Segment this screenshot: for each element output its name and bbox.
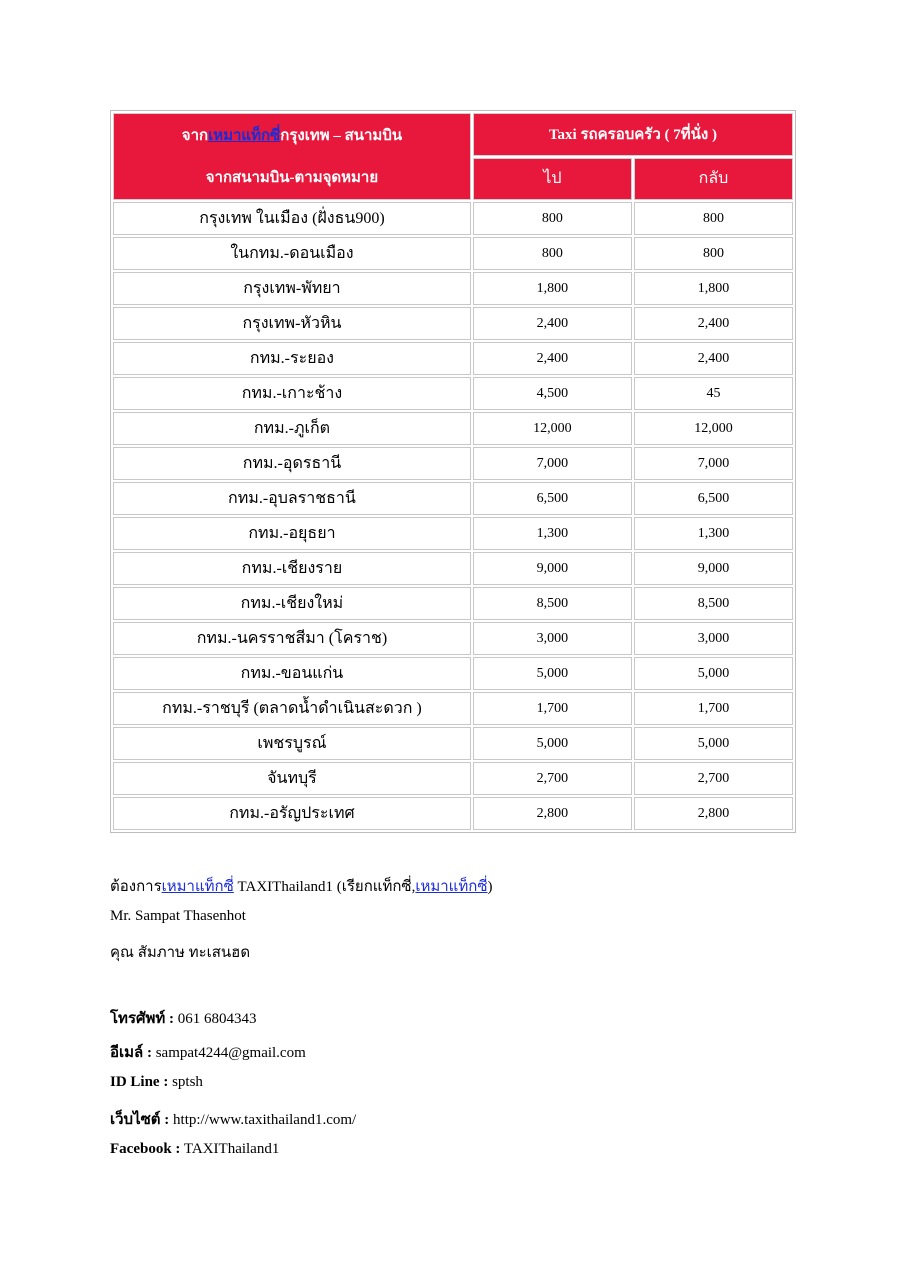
- go-fare-cell: 1,700: [473, 692, 632, 725]
- return-fare-cell: 5,000: [634, 727, 793, 760]
- return-fare-cell: 2,400: [634, 307, 793, 340]
- route-cell: กรุงเทพ-พัทยา: [113, 272, 471, 305]
- taxi-charter-link[interactable]: เหมาแท็กซี่: [161, 879, 234, 895]
- table-row: [113, 552, 793, 585]
- website-line: [110, 1107, 356, 1131]
- route-cell: กทม.-อุบลราชธานี: [113, 482, 471, 515]
- website-label: เว็บไซต์ :: [110, 1112, 170, 1128]
- route-cell: กทม.-เชียงราย: [113, 552, 471, 585]
- go-fare-cell: 3,000: [473, 622, 632, 655]
- table-row: [113, 762, 793, 795]
- phone-value: 061 6804343: [177, 1011, 257, 1027]
- go-fare-cell: 1,300: [473, 517, 632, 550]
- return-fare-cell: 2,400: [634, 342, 793, 375]
- return-fare-cell: 7,000: [634, 447, 793, 480]
- line-id-line: [110, 1074, 203, 1091]
- go-fare-cell: 2,400: [473, 342, 632, 375]
- facebook-label: Facebook :: [110, 1141, 181, 1157]
- return-column-header: กลับ: [634, 158, 793, 201]
- route-cell: กรุงเทพ ในเมือง (ฝั่งธน900): [113, 202, 471, 235]
- fare-table: [110, 110, 796, 833]
- route-cell: กทม.-อรัญประเทศ: [113, 797, 471, 830]
- table-row: [113, 412, 793, 445]
- vehicle-header: Taxi รถครอบครัว ( 7ที่นั่ง ): [473, 113, 793, 156]
- phone-label: โทรศัพท์ :: [110, 1011, 175, 1027]
- return-fare-cell: 6,500: [634, 482, 793, 515]
- return-fare-cell: 2,700: [634, 762, 793, 795]
- facebook-value: TAXIThailand1: [183, 1141, 280, 1157]
- email-line: [110, 1040, 306, 1064]
- route-cell: เพชรบูรณ์: [113, 727, 471, 760]
- go-fare-cell: 7,000: [473, 447, 632, 480]
- go-fare-cell: 2,700: [473, 762, 632, 795]
- go-fare-cell: 12,000: [473, 412, 632, 445]
- table-row: [113, 657, 793, 690]
- route-header-prefix: จาก: [181, 127, 209, 144]
- table-row: [113, 447, 793, 480]
- return-fare-cell: 1,300: [634, 517, 793, 550]
- return-fare-cell: 5,000: [634, 657, 793, 690]
- website-value: http://www.taxithailand1.com/: [173, 1112, 357, 1128]
- return-fare-cell: 800: [634, 202, 793, 235]
- route-cell: กทม.-นครราชสีมา (โคราช): [113, 622, 471, 655]
- go-fare-cell: 4,500: [473, 377, 632, 410]
- go-fare-cell: 800: [473, 237, 632, 270]
- route-cell: กทม.-อยุธยา: [113, 517, 471, 550]
- go-fare-cell: 5,000: [473, 727, 632, 760]
- header-row: [113, 113, 793, 156]
- return-fare-cell: 800: [634, 237, 793, 270]
- return-fare-cell: 1,700: [634, 692, 793, 725]
- contact-intro: [110, 874, 493, 898]
- return-fare-cell: 3,000: [634, 622, 793, 655]
- table-row: [113, 622, 793, 655]
- intro-text: ต้องการ: [110, 879, 162, 895]
- table-row: [113, 797, 793, 830]
- return-fare-cell: 45: [634, 377, 793, 410]
- go-fare-cell: 9,000: [473, 552, 632, 585]
- table-row: [113, 307, 793, 340]
- route-cell: กทม.-ขอนแก่น: [113, 657, 471, 690]
- return-fare-cell: 12,000: [634, 412, 793, 445]
- email-value: sampat4244@gmail.com: [155, 1045, 306, 1061]
- return-fare-cell: 8,500: [634, 587, 793, 620]
- return-fare-cell: 2,800: [634, 797, 793, 830]
- route-cell: กทม.-อุดรธานี: [113, 447, 471, 480]
- go-column-header: ไป: [473, 158, 632, 201]
- go-fare-cell: 2,400: [473, 307, 632, 340]
- taxi-charter-link[interactable]: เหมาแท็กซี่: [415, 879, 488, 895]
- go-fare-cell: 2,800: [473, 797, 632, 830]
- table-row: [113, 342, 793, 375]
- route-cell: ในกทม.-ดอนเมือง: [113, 237, 471, 270]
- table-row: [113, 482, 793, 515]
- route-header: [113, 113, 471, 200]
- table-row: [113, 587, 793, 620]
- table-row: [113, 237, 793, 270]
- taxi-charter-link[interactable]: เหมาแท็กซี่: [208, 127, 281, 144]
- contact-name-en: Mr. Sampat Thasenhot: [110, 908, 246, 924]
- route-cell: กทม.-ราชบุรี (ตลาดน้ำดำเนินสะดวก ): [113, 692, 471, 725]
- route-cell: กทม.-ระยอง: [113, 342, 471, 375]
- go-fare-cell: 800: [473, 202, 632, 235]
- line-id-label: ID Line :: [110, 1074, 169, 1090]
- table-row: [113, 517, 793, 550]
- route-header-line2: จากสนามบิน-ตามจุดหมาย: [205, 169, 379, 186]
- go-fare-cell: 1,800: [473, 272, 632, 305]
- table-row: [113, 377, 793, 410]
- route-cell: จันทบุรี: [113, 762, 471, 795]
- route-cell: กทม.-เชียงใหม่: [113, 587, 471, 620]
- contact-name-th: คุณ สัมภาษ ทะเสนฮด: [110, 945, 251, 961]
- route-header-suffix: กรุงเทพ – สนามบิน: [280, 127, 403, 144]
- table-row: [113, 272, 793, 305]
- route-header-line1: [114, 115, 470, 157]
- table-row: [113, 727, 793, 760]
- route-cell: กรุงเทพ-หัวหิน: [113, 307, 471, 340]
- phone-line: [110, 1006, 257, 1030]
- route-cell: กทม.-เกาะช้าง: [113, 377, 471, 410]
- route-cell: กทม.-ภูเก็ต: [113, 412, 471, 445]
- go-fare-cell: 5,000: [473, 657, 632, 690]
- go-fare-cell: 6,500: [473, 482, 632, 515]
- intro-text: TAXIThailand1 (เรียกแท็กซี่,: [233, 879, 416, 895]
- go-fare-cell: 8,500: [473, 587, 632, 620]
- return-fare-cell: 9,000: [634, 552, 793, 585]
- intro-text: ): [487, 879, 493, 895]
- table-row: [113, 692, 793, 725]
- line-id-value: sptsh: [172, 1074, 203, 1090]
- facebook-line: [110, 1141, 279, 1158]
- email-label: อีเมล์ :: [110, 1045, 152, 1061]
- return-fare-cell: 1,800: [634, 272, 793, 305]
- table-row: [113, 202, 793, 235]
